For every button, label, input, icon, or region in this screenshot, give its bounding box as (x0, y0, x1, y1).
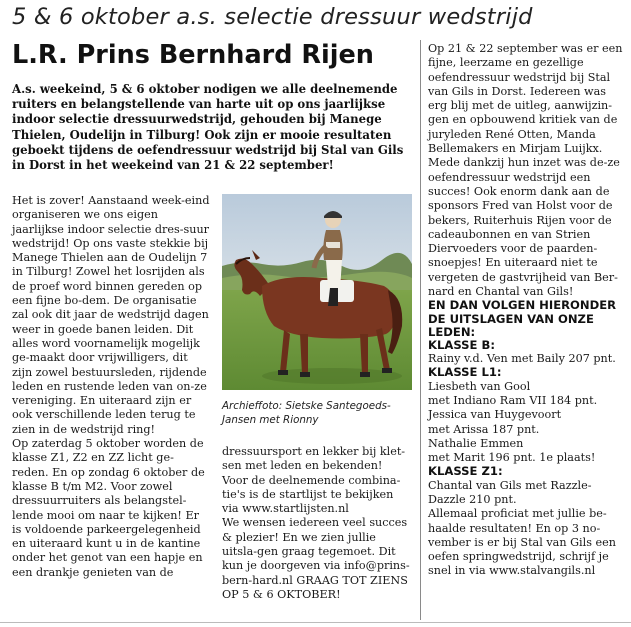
body-paragraph: Allemaal proficiat met jullie be-haalde resultaten! En op 3 no-vember is er bij Stal van Gils een oefen springwedstrijd, schrijf je snel in via www.stalvangils.nl (428, 507, 616, 578)
result-line: met Marit 196 pnt. 1e plaats! (428, 451, 596, 465)
class-heading-l1: KLASSE L1: (428, 365, 502, 380)
result-line: Jessica van Huygevoort (428, 408, 562, 422)
photo-caption: Archieffoto: Sietske Santegoeds-Jansen met Rionny (222, 400, 391, 426)
body-paragraph: Voor de deelnemende combina-tie's is de startlijst te bekijken via www.startlijsten.nl (222, 473, 401, 516)
result-line: Rainy v.d. Ven met Baily 207 pnt. (428, 352, 616, 366)
result-line: met Arissa 187 pnt. (428, 422, 540, 436)
class-heading-z1: KLASSE Z1: (428, 464, 503, 479)
class-heading-b: KLASSE B: (428, 337, 495, 352)
article-column-3 (428, 42, 624, 579)
body-paragraph: dressuursport en lekker bij klet-sen met leden en bekenden! (222, 445, 406, 473)
lead-paragraph: A.s. weekeind, 5 & 6 oktober nodigen we alle deelnemende ruiters en belangstellende van harte uit op ons jaarlijkse indoor selectie dressuurwedstrijd, gehouden bij Manege Thielen, Oudelijn in Tilburg! Ook zijn er mooie resultaten geboekt tijdens de oefendressuur wedstrijd bij Stal van Gils in Dorst in het weekeind van 21 & 22 september! (12, 82, 404, 173)
article-column-2 (222, 445, 412, 602)
body-paragraph: Op zaterdag 5 oktober worden de klasse Z1, Z2 en ZZ licht ge-reden. En op zondag 6 oktober de klasse B t/m M2. Voor zowel dressuurruiters als belangstel-lende mooi om naar te kijken! Er is voldoende parkeergelegenheid en uiteraard kunt u in de kantine onder het genot van een hapje en een drankje genieten van de (12, 437, 205, 579)
results-heading: EN DAN VOLGEN HIERONDER DE UITSLAGEN VAN ONZE LEDEN: (428, 298, 617, 339)
column-divider (420, 40, 421, 620)
photo-illustration (222, 194, 412, 390)
page-title: L.R. Prins Bernhard Rijen (12, 40, 374, 70)
kicker-title: 5 & 6 oktober a.s. selectie dressuur wedstrijd (12, 4, 533, 30)
result-line: met Indiano Ram VII 184 pnt. (428, 393, 598, 407)
body-paragraph: Op 21 & 22 september was er een fijne, leerzame en gezellige oefendressuur wedstrijd bij Stal van Gils in Dorst. Iedereen was erg blij met de uitleg, aanwijzin-gen en opbouwend kritiek van de juryleden René Otten, Manda Bellemakers en Mirjam Luijkx. Mede dankzij hun inzet was de-ze oefendressuur wedstrijd een succes! Ook enorm dank aan de sponsors Fred van Holst voor de bekers, Ruiterhuis Rijen voor de cadeaubonnen en van Strien Diervoeders voor de paarden-snoepjes! En uiteraard niet te vergeten de gastvrijheid van Ber-nard en Chantal van Gils! (428, 42, 623, 299)
body-paragraph: We wensen iedereen veel succes & plezier! En we zien jullie uitsla-gen graag tegemoet. Dit kun je doorgeven via info@prins-bern-hard.nl GRAAG TOT ZIENS OP 5 & 6 OKTOBER! (222, 516, 410, 601)
article-column-1 (12, 194, 210, 580)
bottom-rule (0, 622, 631, 623)
body-paragraph: Het is zover! Aanstaand week-eind organiseren we ons eigen jaarlijkse indoor selectie dres-suur wedstrijd! Op ons vaste stekkie bij Manege Thielen aan de Oudelijn 7 in Tilburg! Zowel het losrijden als de proef word binnen gereden op een fijne bo-dem. De organisatie zal ook dit jaar de wedstrijd dagen weer in goede banen leiden. Dit alles word voornamelijk mogelijk ge-maakt door vrijwilligers, dit zijn zowel bestuursleden, rijdende leden en rustende leden van on-ze vereniging. En uiteraard zijn er ook verschillende leden terug te zien in de wedstrijd ring! (12, 194, 210, 436)
result-line: Nathalie Emmen (428, 436, 524, 450)
horse-rider-photo (222, 194, 412, 390)
result-line: Liesbeth van Gool (428, 379, 531, 393)
result-line: Chantal van Gils met Razzle-Dazzle 210 pnt. (428, 478, 592, 506)
